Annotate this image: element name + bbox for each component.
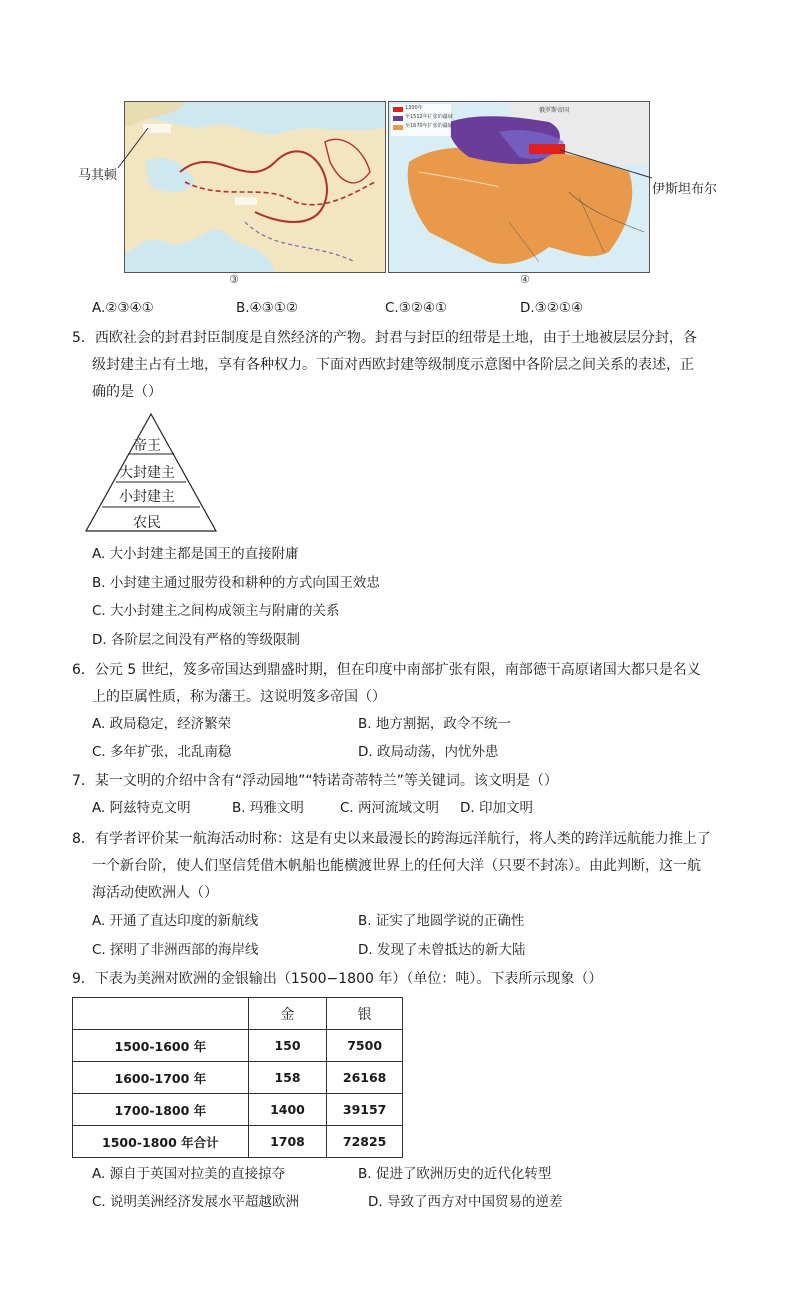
map-4-region-label: 俄罗斯帝国	[539, 107, 570, 114]
q9-option-d[interactable]: D. 导致了西方对中国贸易的逆差	[368, 1194, 563, 1210]
table-cell-gold: 150	[248, 1030, 327, 1062]
table-header-gold: 金	[248, 998, 327, 1030]
table-cell-gold: 158	[248, 1062, 327, 1094]
q7-option-b[interactable]: B. 玛雅文明	[232, 800, 304, 816]
map-4-legend-item-1: 1300年	[405, 105, 423, 111]
q4-option-d[interactable]: D.③②①④	[520, 300, 584, 316]
q6-option-a[interactable]: A. 政局稳定，经济繁荣	[92, 716, 232, 732]
q9-option-c[interactable]: C. 说明美洲经济发展水平超越欧洲	[92, 1194, 300, 1210]
gold-silver-table	[72, 997, 403, 1158]
table-row	[73, 1126, 403, 1158]
pyramid-level-peasants: 农民	[133, 515, 161, 531]
q9-option-a[interactable]: A. 源自于英国对拉美的直接掠夺	[92, 1166, 286, 1182]
q5-stem-line-3: 确的是（）	[92, 384, 162, 400]
map-4-number: ④	[520, 273, 530, 286]
table-cell-silver: 7500	[327, 1030, 403, 1062]
q4-option-b[interactable]: B.④③①②	[236, 300, 298, 316]
table-cell-period: 1500-1600 年	[73, 1030, 249, 1062]
table-cell-gold: 1708	[248, 1126, 327, 1158]
q5-option-b[interactable]: B. 小封建主通过服劳役和耕种的方式向国王效忠	[92, 575, 380, 591]
q8-stem-line-3: 海活动使欧洲人（）	[92, 885, 218, 901]
q7-option-c[interactable]: C. 两河流域文明	[340, 800, 440, 816]
table-cell-period: 1600-1700 年	[73, 1062, 249, 1094]
table-cell-period: 1500-1800 年合计	[73, 1126, 249, 1158]
q8-stem-line-2: 一个新台阶，使人们坚信凭借木帆船也能横渡世界上的任何大洋（只要不封冻）。由此判断，这一航	[92, 858, 701, 874]
q5-option-d[interactable]: D. 各阶层之间没有严格的等级限制	[92, 632, 300, 648]
q8-stem-line-1: 8．有学者评价某一航海活动时称：这是有史以来最漫长的跨海远洋航行，将人类的跨洋远航能力推上了	[72, 831, 711, 847]
q5-option-c[interactable]: C. 大小封建主之间构成领主与附庸的关系	[92, 603, 340, 619]
table-cell-silver: 39157	[327, 1094, 403, 1126]
q8-option-c[interactable]: C. 探明了非洲西部的海岸线	[92, 942, 259, 958]
map-4-legend-item-2: 至1512年扩张的疆域	[405, 114, 453, 120]
q7-option-d[interactable]: D. 印加文明	[460, 800, 533, 816]
table-cell-silver: 72825	[327, 1126, 403, 1158]
q7-stem-line-1: 7．某一文明的介绍中含有“浮动园地”“特诺奇蒂特兰”等关键词。该文明是（）	[72, 773, 558, 789]
q6-stem-line-2: 上的臣属性质，称为藩王。这说明笈多帝国（）	[92, 689, 386, 705]
table-row	[73, 1030, 403, 1062]
q5-stem-line-1: 5．西欧社会的封君封臣制度是自然经济的产物。封君与封臣的纽带是土地，由于土地被层层分封，各	[72, 330, 697, 346]
q8-option-d[interactable]: D. 发现了未曾抵达的新大陆	[358, 942, 526, 958]
map-3-number: ③	[229, 273, 239, 286]
q7-option-a[interactable]: A. 阿兹特克文明	[92, 800, 191, 816]
table-cell-gold: 1400	[248, 1094, 327, 1126]
table-row	[73, 1094, 403, 1126]
table-cell-period: 1700-1800 年	[73, 1094, 249, 1126]
table-header-row	[73, 998, 403, 1030]
pyramid-level-lesser-lords: 小封建主	[119, 489, 175, 505]
map-3-label-macedonia: 马其顿	[78, 168, 118, 183]
q5-option-a[interactable]: A. 大小封建主都是国王的直接附庸	[92, 546, 299, 562]
q8-option-a[interactable]: A. 开通了直达印度的新航线	[92, 913, 259, 929]
q5-stem-line-2: 级封建主占有土地，享有各种权力。下面对西欧封建等级制度示意图中各阶层之间关系的表述，正	[92, 357, 694, 373]
table-row	[73, 1062, 403, 1094]
map-callout-lines	[0, 0, 793, 300]
map-4-label-istanbul: 伊斯坦布尔	[652, 182, 718, 197]
q4-option-a[interactable]: A.②③④①	[92, 300, 154, 316]
q6-option-d[interactable]: D. 政局动荡，内忧外患	[358, 744, 499, 760]
pyramid-level-great-lords: 大封建主	[119, 465, 175, 481]
q9-stem-line-1: 9．下表为美洲对欧洲的金银输出（1500−1800 年）（单位：吨）。下表所示现象（）	[72, 971, 603, 987]
map-4-legend-item-3: 至1670年扩张的疆域	[405, 123, 453, 129]
table-cell-silver: 26168	[327, 1062, 403, 1094]
q4-option-c[interactable]: C.③②④①	[385, 300, 448, 316]
q6-option-c[interactable]: C. 多年扩张，北乱南稳	[92, 744, 232, 760]
q6-stem-line-1: 6．公元 5 世纪，笈多帝国达到鼎盛时期，但在印度中南部扩张有限，南部德干高原诸国大都只是名义	[72, 662, 701, 678]
q8-option-b[interactable]: B. 证实了地圆学说的正确性	[358, 913, 525, 929]
q9-option-b[interactable]: B. 促进了欧洲历史的近代化转型	[358, 1166, 552, 1182]
q6-option-b[interactable]: B. 地方割据，政令不统一	[358, 716, 511, 732]
pyramid-level-emperor: 帝王	[133, 438, 161, 454]
table-header-cell	[73, 998, 249, 1030]
table-header-silver: 银	[327, 998, 403, 1030]
